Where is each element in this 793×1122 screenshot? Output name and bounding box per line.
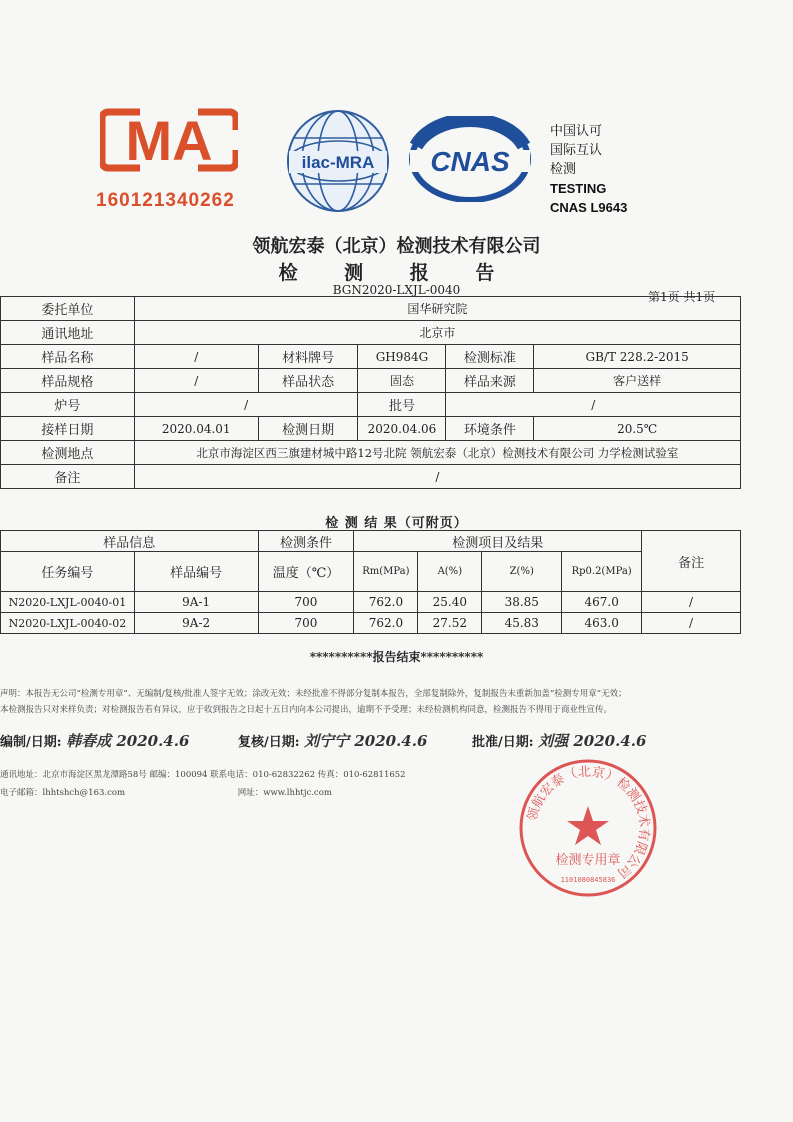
results-table <box>0 530 741 634</box>
table-row <box>1 613 741 634</box>
source-label: 样品来源 <box>446 369 534 393</box>
remark-header: 备注 <box>642 531 741 592</box>
remark-label: 备注 <box>1 465 135 489</box>
rp-value: 467.0 <box>562 592 642 613</box>
table-row <box>1 369 741 393</box>
reviewed-signature: 刘宁宁 2020.4.6 <box>304 732 428 750</box>
stamp-ring-text: 领航宏泰（北京）检测技术有限公司 <box>525 764 652 881</box>
cert-line: 中国认可 <box>550 124 603 139</box>
statement <box>0 686 790 718</box>
table-row <box>1 592 741 613</box>
cma-logo <box>100 108 238 172</box>
table-row <box>1 417 741 441</box>
contact-address: 通讯地址：北京市海淀区黑龙潭路58号 邮编：100094 联系电话：010-62832262 传真：010-62811652 <box>0 770 406 780</box>
column-header: 样品编号 <box>134 552 258 592</box>
report-end: **********报告结束********** <box>309 650 484 664</box>
cma-text: MA <box>125 109 213 172</box>
receive-date-label: 接样日期 <box>1 417 135 441</box>
cnas-text: CNAS <box>430 146 510 177</box>
prepared-block <box>0 730 189 751</box>
temperature: 700 <box>258 592 354 613</box>
table-row <box>1 345 741 369</box>
address-value: 北京市 <box>134 321 740 345</box>
material-label: 材料牌号 <box>258 345 358 369</box>
state-value: 固态 <box>358 369 446 393</box>
table-row <box>1 321 741 345</box>
results-title: 检 测 结 果（可附页） <box>325 516 468 531</box>
receive-date-value: 2020.04.01 <box>134 417 258 441</box>
source-value: 客户送样 <box>534 369 741 393</box>
stamp-number: 1101080845836 <box>560 876 616 884</box>
report-number: BGN2020-LXJL-0040 <box>332 283 461 297</box>
star-icon <box>567 806 609 845</box>
table-header-row <box>1 552 741 592</box>
prepared-signature: 韩春成 2020.4.6 <box>66 732 190 750</box>
ilac-text: ilac-MRA <box>301 153 375 172</box>
cnas-logo <box>408 116 532 202</box>
batch-label: 批号 <box>358 393 446 417</box>
env-value: 20.5℃ <box>534 417 741 441</box>
table-header-row <box>1 531 741 552</box>
report-title: 检 测 报 告 <box>278 262 515 284</box>
task-no: N2020-LXJL-0040-02 <box>1 613 135 634</box>
client-label: 委托单位 <box>1 297 135 321</box>
remark-value: / <box>134 465 740 489</box>
company-name: 领航宏泰（北京）检测技术有限公司 <box>252 236 541 257</box>
rp-value: 463.0 <box>562 613 642 634</box>
material-value: GH984G <box>358 345 446 369</box>
a-value: 27.52 <box>418 613 482 634</box>
state-label: 样品状态 <box>258 369 358 393</box>
cert-line: TESTING <box>550 181 607 196</box>
standard-value: GB/T 228.2-2015 <box>534 345 741 369</box>
sample-info-table <box>0 296 741 489</box>
statement-line: 本检测报告只对来样负责；对检测报告若有异议，应于收到报告之日起十五日内向本公司提出，逾期不予受理；未经检测机构同意，检测报告不得用于商业性宣传。 <box>0 705 613 715</box>
temperature: 700 <box>258 613 354 634</box>
group-items: 检测项目及结果 <box>354 531 642 552</box>
cert-block <box>550 122 627 217</box>
row-remark: / <box>642 613 741 634</box>
approved-block <box>472 730 646 751</box>
official-stamp <box>518 758 658 898</box>
location-label: 检测地点 <box>1 441 135 465</box>
reviewed-block <box>238 730 427 751</box>
sample-name-label: 样品名称 <box>1 345 135 369</box>
row-remark: / <box>642 592 741 613</box>
task-no: N2020-LXJL-0040-01 <box>1 592 135 613</box>
address-label: 通讯地址 <box>1 321 135 345</box>
contact-line-2 <box>0 784 406 802</box>
table-row <box>1 465 741 489</box>
column-header: Z(%) <box>482 552 562 592</box>
batch-value: / <box>446 393 741 417</box>
cert-line: 国际互认 <box>550 143 603 158</box>
page-info: 第1页 共1页 <box>648 290 716 304</box>
contact-website: 网址：www.lhhtjc.com <box>237 788 332 798</box>
env-label: 环境条件 <box>446 417 534 441</box>
test-date-label: 检测日期 <box>258 417 358 441</box>
spec-label: 样品规格 <box>1 369 135 393</box>
sample-no: 9A-1 <box>134 592 258 613</box>
sample-name-value: / <box>134 345 258 369</box>
client-value: 国华研究院 <box>134 297 740 321</box>
prepared-label: 编制/日期: <box>0 735 62 750</box>
sample-no: 9A-2 <box>134 613 258 634</box>
group-sample: 样品信息 <box>1 531 259 552</box>
cert-line: 检测 <box>550 162 577 177</box>
cert-line: CNAS L9643 <box>550 200 628 215</box>
rm-value: 762.0 <box>354 592 418 613</box>
statement-line: 声明：本报告无公司“检测专用章”、无编制/复核/批准人签字无效；涂改无效；未经批准不得部分复制本报告，全部复制除外，复制报告未重新加盖“检测专用章”无效； <box>0 689 627 699</box>
table-row <box>1 441 741 465</box>
approved-label: 批准/日期: <box>472 735 534 750</box>
heat-value: / <box>134 393 358 417</box>
column-header: Rm(MPa) <box>354 552 418 592</box>
z-value: 45.83 <box>482 613 562 634</box>
z-value: 38.85 <box>482 592 562 613</box>
column-header: 任务编号 <box>1 552 135 592</box>
ilac-mra-logo <box>285 108 391 214</box>
table-row <box>1 297 741 321</box>
rm-value: 762.0 <box>354 613 418 634</box>
column-header: A(%) <box>418 552 482 592</box>
contact-email: 电子邮箱：lhhtshch@163.com <box>0 788 126 798</box>
stamp-center-text: 检测专用章 <box>555 853 621 868</box>
contact-info <box>0 766 406 802</box>
heat-label: 炉号 <box>1 393 135 417</box>
approved-signature: 刘强 2020.4.6 <box>538 732 647 750</box>
location-value: 北京市海淀区西三旗建材城中路12号北院 领航宏泰（北京）检测技术有限公司 力学检测试验室 <box>134 441 740 465</box>
reviewed-label: 复核/日期: <box>238 735 300 750</box>
a-value: 25.40 <box>418 592 482 613</box>
column-header: Rp0.2(MPa) <box>562 552 642 592</box>
test-date-value: 2020.04.06 <box>358 417 446 441</box>
group-condition: 检测条件 <box>258 531 354 552</box>
column-header: 温度（℃） <box>258 552 354 592</box>
spec-value: / <box>134 369 258 393</box>
standard-label: 检测标准 <box>446 345 534 369</box>
cma-number: 160121340262 <box>96 190 235 211</box>
table-row <box>1 393 741 417</box>
